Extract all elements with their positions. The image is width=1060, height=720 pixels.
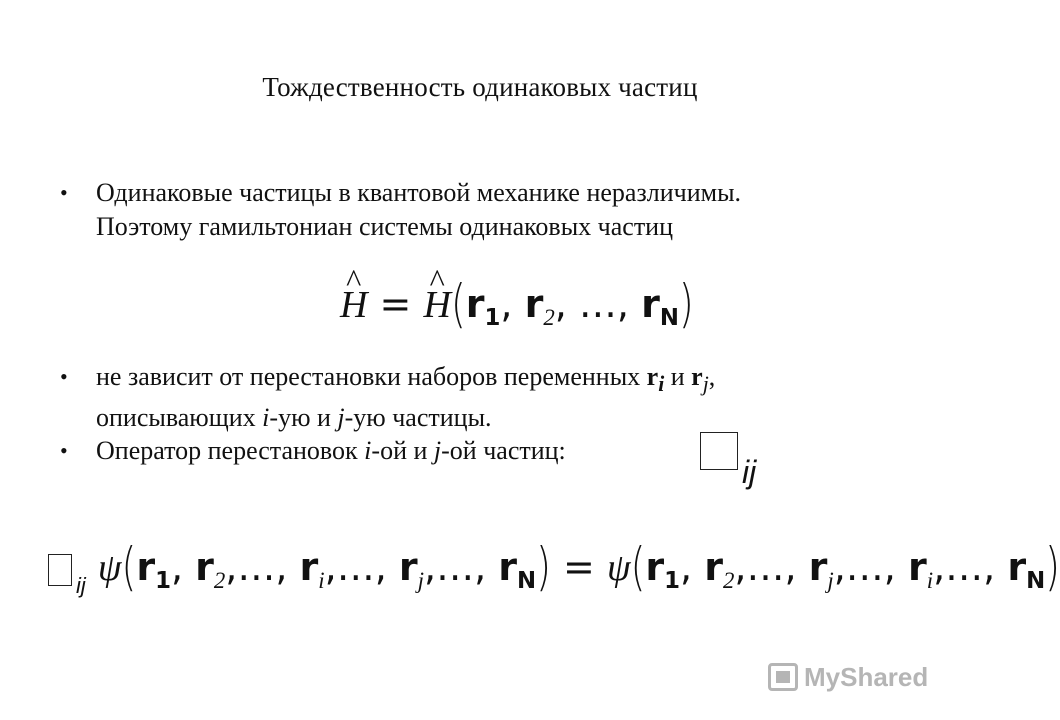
bullet-1	[60, 176, 916, 244]
open-paren: (	[121, 537, 137, 597]
close-paren: )	[678, 274, 694, 334]
subscript-2: 2	[543, 304, 555, 330]
ellipsis: …	[578, 282, 617, 326]
permutation-operator-glyph	[48, 554, 72, 586]
permutation-operator-glyph	[700, 432, 738, 470]
bullet-2-line-2: описывающих i-ую и j-ую частицы.	[96, 403, 492, 433]
vector-r: r	[465, 282, 485, 326]
vector-r: r	[524, 282, 544, 326]
myshared-logo-icon	[768, 663, 798, 691]
watermark-text: MyShared	[804, 661, 929, 692]
hamiltonian-equation: ^ H = ^ $H(r_1$, $r_2$, …, $r_N$)	[340, 282, 694, 331]
bullet-3	[60, 434, 916, 468]
permutation-equation: $_{ij}$ $\psi(r_1$, $r_2,\dots$, $r_i,\dots$, $r_j,\dots$, $r_N) = \psi(r_1$, $r_2,\dots$, $r_j,\dots$, $r_i,\dots$, $r_N$)	[48, 545, 1060, 599]
subscript-1: 1	[484, 304, 501, 331]
hamiltonian-symbol: ^ H	[423, 283, 450, 327]
psi-symbol: ψ	[97, 547, 122, 589]
vector-r-j: r	[691, 362, 703, 391]
bullet-dot: •	[60, 180, 68, 205]
equals-sign: =	[379, 282, 412, 326]
hamiltonian-symbol: ^ H	[340, 283, 367, 327]
vector-r: r	[136, 545, 156, 589]
bullet-3-line-1: Оператор перестановок i-ой и j-ой частиц:	[96, 436, 566, 465]
bullet-2-line-1: не зависит от перестановки наборов переменных $r_i$ и $r_j$,	[96, 362, 716, 397]
subscript-N: N	[659, 304, 679, 331]
vector-r: r	[641, 282, 660, 326]
bullet-dot: •	[60, 364, 68, 389]
bullet-1-line-1: Одинаковые частицы в квантовой механике неразличимы.	[96, 178, 742, 207]
psi-symbol: ψ	[606, 547, 631, 589]
operator-subscript-ij: ij	[76, 573, 86, 599]
permutation-operator-subscript: ij	[742, 454, 757, 490]
open-paren: (	[450, 274, 466, 334]
myshared-watermark	[768, 660, 928, 694]
bullet-dot: •	[60, 438, 68, 463]
bullet-1-line-2: Поэтому гамильтониан системы одинаковых частиц	[96, 212, 674, 241]
equals-sign: =	[563, 545, 595, 589]
bullet-2	[60, 360, 916, 435]
vector-r-i: r	[646, 362, 659, 391]
close-paren: )	[536, 537, 551, 597]
slide-title: Тождественность одинаковых частиц	[262, 72, 698, 102]
